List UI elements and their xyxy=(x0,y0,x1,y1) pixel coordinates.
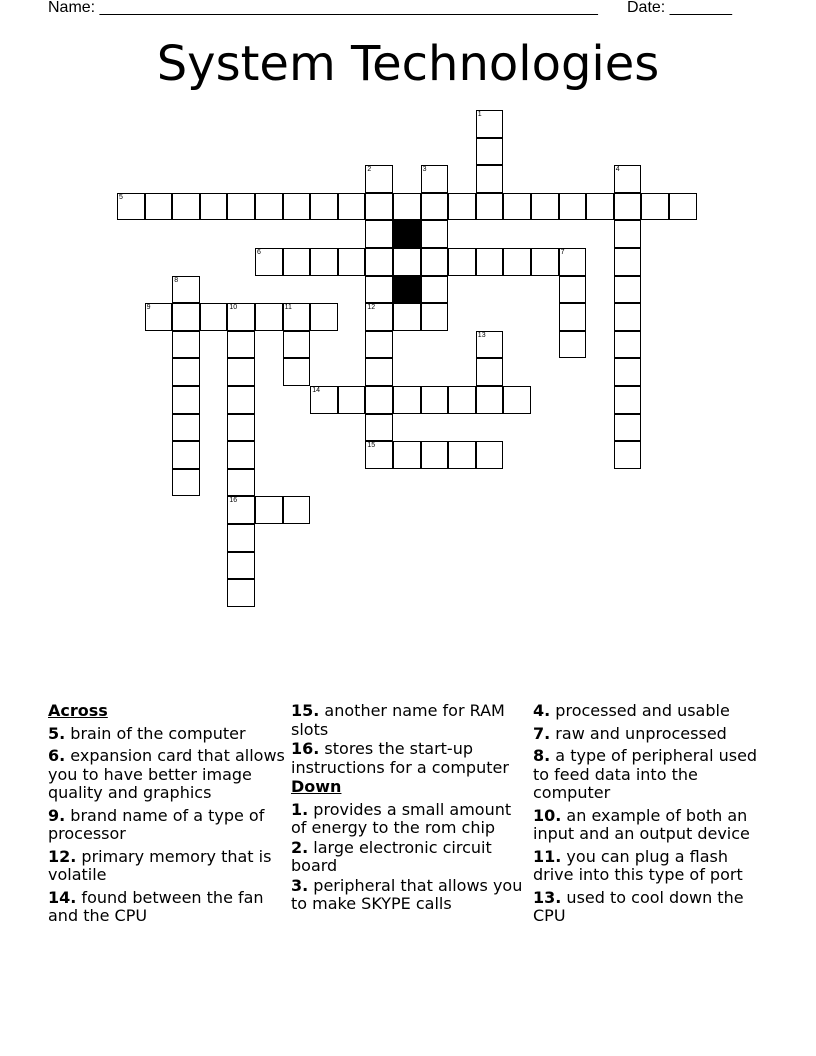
clue-item-text: an example of both an input and an output device xyxy=(533,805,750,843)
down-clue-list-continued xyxy=(533,702,773,926)
clue-number: 10 xyxy=(229,304,238,312)
grid-cell[interactable] xyxy=(393,193,421,221)
grid-cell[interactable] xyxy=(448,193,476,221)
grid-cell[interactable] xyxy=(559,331,587,359)
grid-cell[interactable] xyxy=(476,386,504,414)
grid-cell[interactable] xyxy=(365,248,393,276)
across-clue-list xyxy=(48,725,288,926)
grid-cell[interactable] xyxy=(283,358,311,386)
clue-item xyxy=(291,740,531,777)
clue-item xyxy=(291,877,531,914)
grid-cell[interactable] xyxy=(145,193,173,221)
grid-cell[interactable] xyxy=(365,386,393,414)
grid-cell[interactable] xyxy=(227,469,255,497)
grid-cell[interactable] xyxy=(172,358,200,386)
grid-cell[interactable] xyxy=(421,441,449,469)
clues-column-3 xyxy=(533,702,773,930)
grid-cell[interactable] xyxy=(283,248,311,276)
clue-number: 13 xyxy=(477,331,486,339)
grid-cell[interactable] xyxy=(421,248,449,276)
clue-number: 14 xyxy=(312,387,320,394)
grid-cell[interactable] xyxy=(614,220,642,248)
grid-cell[interactable] xyxy=(255,303,283,331)
clue-item xyxy=(48,848,288,885)
across-heading: Across xyxy=(48,701,108,720)
grid-block xyxy=(393,276,421,304)
clue-item-number: 9. xyxy=(48,805,66,825)
grid-cell[interactable] xyxy=(421,276,449,304)
grid-cell[interactable] xyxy=(227,358,255,386)
clue-number: 2 xyxy=(367,166,372,174)
clue-number: 15 xyxy=(367,442,376,450)
grid-cell[interactable] xyxy=(283,496,311,524)
clue-number: 3 xyxy=(422,166,427,174)
grid-cell[interactable] xyxy=(365,276,393,304)
grid-cell[interactable] xyxy=(172,193,200,221)
clue-number: 12 xyxy=(367,304,376,312)
grid-cell[interactable] xyxy=(310,193,338,221)
clue-item xyxy=(533,747,773,803)
grid-cell[interactable] xyxy=(421,386,449,414)
clue-number: 8 xyxy=(174,276,179,284)
across-clue-list-continued xyxy=(291,702,531,777)
grid-cell[interactable] xyxy=(476,331,504,359)
grid-cell[interactable] xyxy=(641,193,669,221)
clue-item xyxy=(533,889,773,926)
clue-number: 1 xyxy=(477,111,482,118)
clue-item-number: 6. xyxy=(48,746,66,765)
grid-cell[interactable] xyxy=(310,386,338,414)
grid-cell[interactable] xyxy=(503,193,531,221)
grid-cell[interactable] xyxy=(172,276,200,304)
grid-cell[interactable] xyxy=(614,276,642,304)
grid-cell[interactable] xyxy=(421,193,449,221)
clue-item-text: stores the start-up instructions for a computer xyxy=(291,739,509,777)
grid-cell[interactable] xyxy=(227,524,255,552)
grid-cell[interactable] xyxy=(476,165,504,193)
clue-item-text: you can plug a flash drive into this type of port xyxy=(533,846,743,884)
clues-column-1 xyxy=(48,702,288,930)
grid-cell[interactable] xyxy=(172,441,200,469)
clue-item-text: large electronic circuit board xyxy=(291,837,492,875)
grid-cell[interactable] xyxy=(227,579,255,607)
grid-cell[interactable] xyxy=(338,193,366,221)
grid-cell[interactable] xyxy=(117,193,145,221)
clue-item xyxy=(48,889,288,926)
grid-cell[interactable] xyxy=(283,331,311,359)
grid-cell[interactable] xyxy=(614,414,642,442)
grid-cell[interactable] xyxy=(614,248,642,276)
grid-cell[interactable] xyxy=(559,276,587,304)
clue-item xyxy=(533,702,773,721)
clue-item-number: 3. xyxy=(291,875,309,895)
clue-item xyxy=(291,801,531,838)
grid-cell[interactable] xyxy=(172,469,200,497)
clue-item-number: 12. xyxy=(48,846,77,866)
grid-cell[interactable] xyxy=(338,386,366,414)
grid-cell[interactable] xyxy=(227,552,255,580)
clue-item-text: processed and usable xyxy=(550,701,730,720)
clue-item-text: primary memory that is volatile xyxy=(48,846,272,884)
clue-item-text: brain of the computer xyxy=(65,723,246,743)
clue-item xyxy=(291,702,531,739)
clue-item-number: 15. xyxy=(291,701,320,720)
clue-item-text: found between the fan and the CPU xyxy=(48,887,264,925)
grid-cell[interactable] xyxy=(614,331,642,359)
grid-cell[interactable] xyxy=(531,193,559,221)
clue-item-number: 2. xyxy=(291,837,309,857)
grid-cell[interactable] xyxy=(614,193,642,221)
grid-cell[interactable] xyxy=(200,193,228,221)
grid-cell[interactable] xyxy=(255,496,283,524)
grid-cell[interactable] xyxy=(393,441,421,469)
clue-item-number: 1. xyxy=(291,799,309,819)
grid-cell[interactable] xyxy=(476,358,504,386)
grid-cell[interactable] xyxy=(365,220,393,248)
grid-cell[interactable] xyxy=(476,138,504,166)
clue-item xyxy=(48,725,288,744)
clue-item xyxy=(533,807,773,844)
clue-item-number: 7. xyxy=(533,723,551,743)
grid-cell[interactable] xyxy=(283,193,311,221)
grid-cell[interactable] xyxy=(255,193,283,221)
grid-cell[interactable] xyxy=(448,441,476,469)
grid-cell[interactable] xyxy=(586,193,614,221)
grid-cell[interactable] xyxy=(172,414,200,442)
grid-cell[interactable] xyxy=(365,414,393,442)
grid-cell[interactable] xyxy=(310,248,338,276)
grid-cell[interactable] xyxy=(365,441,393,469)
grid-cell[interactable] xyxy=(365,303,393,331)
grid-cell[interactable] xyxy=(200,303,228,331)
clue-item-text: peripheral that allows you to make SKYPE calls xyxy=(291,875,523,913)
grid-cell[interactable] xyxy=(365,193,393,221)
grid-cell[interactable] xyxy=(476,248,504,276)
clue-item-number: 10. xyxy=(533,805,562,825)
grid-cell[interactable] xyxy=(227,193,255,221)
grid-cell[interactable] xyxy=(614,386,642,414)
clue-item-number: 16. xyxy=(291,739,320,758)
date-line: Date: _______ xyxy=(627,0,732,16)
clue-item-number: 11. xyxy=(533,846,562,866)
clue-item-number: 14. xyxy=(48,887,77,907)
grid-cell[interactable] xyxy=(145,303,173,331)
down-clue-list xyxy=(291,801,531,914)
clue-item-number: 8. xyxy=(533,746,551,765)
clue-item-text: used to cool down the CPU xyxy=(533,887,744,925)
grid-cell[interactable] xyxy=(503,386,531,414)
grid-cell[interactable] xyxy=(365,331,393,359)
grid-cell[interactable] xyxy=(365,165,393,193)
clue-item-text: brand name of a type of processor xyxy=(48,805,265,843)
grid-cell[interactable] xyxy=(172,386,200,414)
grid-cell[interactable] xyxy=(531,248,559,276)
clue-item-text: raw and unprocessed xyxy=(550,723,727,743)
grid-cell[interactable] xyxy=(448,386,476,414)
grid-cell[interactable] xyxy=(503,248,531,276)
clues-column-2 xyxy=(291,702,531,915)
name-line: Name: ________________________________________________________ xyxy=(48,0,598,16)
grid-cell[interactable] xyxy=(393,303,421,331)
clue-item-number: 13. xyxy=(533,887,562,907)
grid-cell[interactable] xyxy=(559,303,587,331)
grid-cell[interactable] xyxy=(559,193,587,221)
clue-number: 7 xyxy=(560,249,565,256)
clue-item xyxy=(533,848,773,885)
page-title: System Technologies xyxy=(156,36,660,92)
clue-item-text: provides a small amount of energy to the rom chip xyxy=(291,799,512,837)
grid-cell[interactable] xyxy=(421,220,449,248)
grid-cell[interactable] xyxy=(255,248,283,276)
clue-item-text: a type of peripheral used to feed data into the computer xyxy=(533,746,758,802)
grid-cell[interactable] xyxy=(421,165,449,193)
grid-cell[interactable] xyxy=(227,496,255,524)
grid-cell[interactable] xyxy=(227,441,255,469)
grid-cell[interactable] xyxy=(227,303,255,331)
clue-item xyxy=(48,807,288,844)
clue-item xyxy=(48,747,288,803)
grid-cell[interactable] xyxy=(559,248,587,276)
clue-item-number: 5. xyxy=(48,723,66,743)
clue-item-text: expansion card that allows you to have better image quality and graphics xyxy=(48,746,285,802)
clue-item-text: another name for RAM slots xyxy=(291,701,505,739)
clue-item xyxy=(533,725,773,744)
clue-number: 9 xyxy=(146,304,151,312)
grid-cell[interactable] xyxy=(227,386,255,414)
clue-number: 5 xyxy=(119,193,123,201)
grid-cell[interactable] xyxy=(393,248,421,276)
grid-cell[interactable] xyxy=(338,248,366,276)
grid-cell[interactable] xyxy=(421,303,449,331)
grid-cell[interactable] xyxy=(227,331,255,359)
grid-cell[interactable] xyxy=(614,358,642,386)
grid-cell[interactable] xyxy=(614,441,642,469)
grid-cell[interactable] xyxy=(448,248,476,276)
grid-cell[interactable] xyxy=(476,193,504,221)
clue-number: 16 xyxy=(229,497,238,505)
grid-cell[interactable] xyxy=(393,386,421,414)
clue-number: 4 xyxy=(615,166,620,174)
grid-cell[interactable] xyxy=(614,165,642,193)
grid-cell[interactable] xyxy=(283,303,311,331)
clue-item-number: 4. xyxy=(533,701,551,720)
grid-cell[interactable] xyxy=(476,441,504,469)
clue-number: 11 xyxy=(284,304,292,312)
clue-number: 6 xyxy=(257,249,261,256)
grid-cell[interactable] xyxy=(614,303,642,331)
grid-cell[interactable] xyxy=(172,303,200,331)
grid-cell[interactable] xyxy=(476,110,504,138)
grid-cell[interactable] xyxy=(227,414,255,442)
grid-cell[interactable] xyxy=(172,331,200,359)
grid-block xyxy=(393,220,421,248)
down-heading: Down xyxy=(291,777,342,796)
grid-cell[interactable] xyxy=(310,303,338,331)
clue-item xyxy=(291,839,531,876)
grid-cell[interactable] xyxy=(669,193,697,221)
grid-cell[interactable] xyxy=(365,358,393,386)
